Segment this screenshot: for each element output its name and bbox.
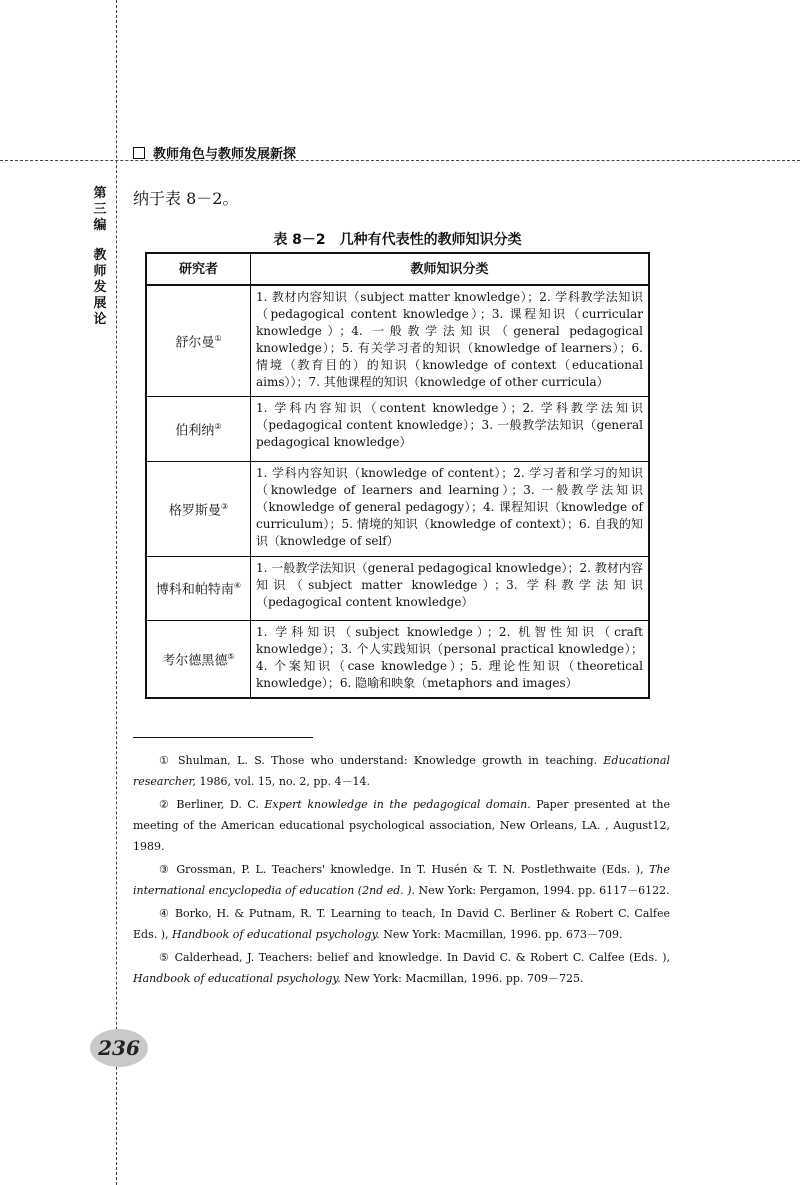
footnote-ref: ③ (220, 501, 229, 511)
footnote: ④ Borko, H. & Putnam, R. T. Learning to teach, In David C. Berliner & Robert C. Calfee Eds. ), Handbook of educational psychology. New York: Macmillan, 1996. pp. 673－709. (133, 907, 670, 941)
margin-dashed-rule (116, 0, 117, 1185)
table-row (146, 461, 649, 556)
researcher-cell: 考尔德黑德⑤ (146, 620, 251, 698)
footnote-separator (133, 737, 313, 738)
column-header-categories: 教师知识分类 (251, 253, 650, 285)
running-header (133, 143, 296, 162)
intro-text: 纳于表 8－2。 (133, 189, 239, 208)
researcher-cell: 格罗斯曼③ (146, 461, 251, 556)
categories-cell: 1. 教材内容知识（subject matter knowledge）；2. 学科教学法知识（pedagogical content knowledge）；3. 课程知识（curricular knowledge）；4. 一般教学法知识（general pedagogical knowledge）；5. 有关学习者的知识（knowledge of learners）；6. 情境（教育目的）的知识（knowledge of context（educational aims））；7. 其他课程的知识（knowledge of other curricula） (251, 285, 650, 396)
footnote-ref: ② (214, 421, 222, 431)
page-number: 236 (90, 1029, 148, 1067)
categories-cell: 1. 学科内容知识（content knowledge）；2. 学科教学法知识（pedagogical content knowledge）；3. 一般教学法知识（general pedagogical knowledge） (251, 396, 650, 461)
researcher-cell: 舒尔曼① (146, 285, 251, 396)
footnote-ref: ④ (233, 581, 242, 591)
footnote: ② Berliner, D. C. Expert knowledge in the pedagogical domain. Paper presented at the meeting of the American educational psychological association, New Orleans, LA. , August12, 1989. (133, 798, 671, 853)
side-title-label: 教师发展论 (93, 248, 107, 327)
researcher-cell: 伯利纳② (146, 396, 251, 461)
categories-cell: 1. 学科内容知识（knowledge of content）；2. 学习者和学习的知识（knowledge of learners and learning）；3. 一般教学法知识（knowledge of general pedagogy）；4. 课程知识（knowledge of curriculum）；5. 情境的知识（knowledge of context）；6. 自我的知识（knowledge of self） (251, 461, 650, 556)
researcher-cell: 博科和帕特南④ (146, 556, 251, 620)
side-part-label: 第三编 (93, 186, 107, 233)
running-title: 教师角色与教师发展新探 (153, 147, 297, 162)
footnote: ③ Grossman, P. L. Teachers' knowledge. In T. Husén & T. N. Postlethwaite (Eds. ), The international encyclopedia of education (2nd ed. ). New York: Pergamon, 1994. pp. 6117－6122. (133, 863, 670, 897)
square-bullet-icon (133, 147, 145, 159)
table-header-row (146, 253, 649, 285)
knowledge-table (145, 252, 650, 699)
footnote: ① Shulman, L. S. Those who understand: Knowledge growth in teaching. Educational researcher, 1986, vol. 15, no. 2, pp. 4－14. (133, 754, 670, 788)
table-row (146, 285, 649, 396)
footnote-ref: ⑤ (227, 652, 235, 662)
column-header-researcher: 研究者 (146, 253, 251, 285)
side-section-label (92, 186, 108, 328)
table-row (146, 396, 649, 461)
table-caption: 表 8－2 几种有代表性的教师知识分类 (273, 232, 522, 248)
footnotes (133, 750, 670, 991)
table-row (146, 620, 649, 698)
categories-cell: 1. 一般教学法知识（general pedagogical knowledge）；2. 教材内容知识（subject matter knowledge）；3. 学科教学法知识（pedagogical content knowledge） (251, 556, 650, 620)
header-dashed-rule (0, 160, 800, 161)
footnote-ref: ① (214, 334, 222, 344)
footnote: ⑤ Calderhead, J. Teachers: belief and knowledge. In David C. & Robert C. Calfee (Eds. ), Handbook of educational psychology. New York: Macmillan, 1996. pp. 709－725. (133, 951, 670, 985)
categories-cell: 1. 学科知识（subject knowledge）；2. 机智性知识（craft knowledge）；3. 个人实践知识（personal practical knowledge）；4. 个案知识（case knowledge）；5. 理论性知识（theoretical knowledge）；6. 隐喻和映象（metaphors and images） (251, 620, 650, 698)
table-row (146, 556, 649, 620)
